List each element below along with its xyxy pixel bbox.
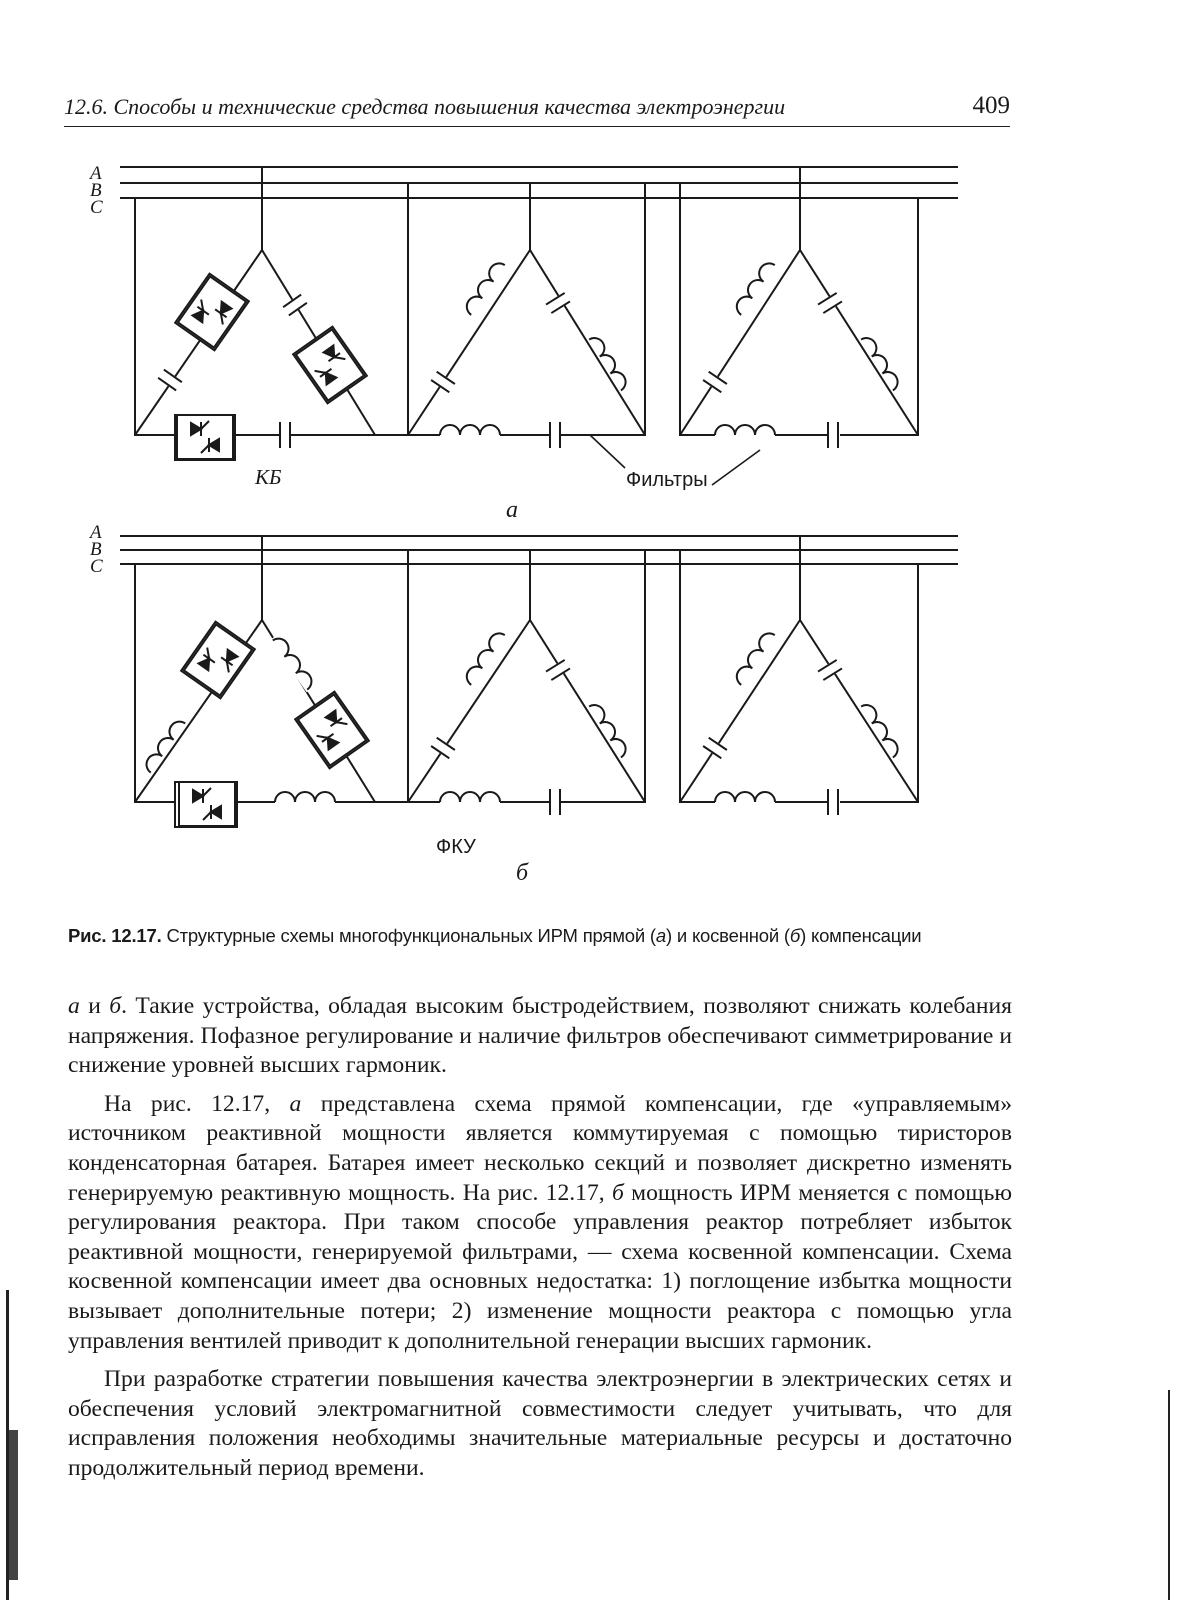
page-number: 409: [972, 92, 1010, 119]
scheme-a: [88, 163, 958, 523]
bus-label-c: C: [90, 197, 103, 218]
paragraph-2: [68, 1090, 1012, 1356]
running-header: [64, 92, 1010, 127]
p2-start: На рис. 12.17,: [104, 1090, 290, 1117]
p2-mid: представлена схема прямой компенсации, где «управляемым» источником реактивной мощности является коммутируемая с помощью тиристоров конденсаторная батарея. Батарея имеет несколько секций и позволяет дискретно изменять генерируемую реактивную мощность. На рис. 12.17,: [68, 1090, 1012, 1206]
bus-lines-a: [120, 167, 958, 198]
scheme-b: [88, 522, 958, 886]
caption-text-2: ) и косвенной (: [665, 925, 790, 946]
caption-b: б: [789, 925, 801, 946]
label-fku: ФКУ: [436, 836, 476, 858]
scan-edge-left-dark: [6, 1430, 18, 1580]
p2-end: мощность ИРМ меняется с помощью регулирования реактора. При таком способе управления реактор потребляет избыток реактивной мощности, генерируемой фильтрами, — схема косвенной компенсации. Схема косвенной компенсации имеет два основных недостатка: 1) поглощение избытка мощности вызывает дополнительные потери; 2) изменение мощности реактора с помощью угла управления вентилей приводит к дополнительной генерации высших гармоник.: [68, 1179, 1012, 1354]
figure-caption: [68, 925, 1028, 947]
scan-edge-right: [1168, 1390, 1170, 1600]
filter-unit-b1: [408, 550, 645, 815]
bus-lines-b: [120, 536, 958, 564]
bus-label-b: B: [90, 539, 102, 560]
bus-labels-b: [88, 522, 103, 577]
p1-b: б: [109, 993, 122, 1019]
bus-label-a: A: [90, 163, 102, 184]
fku-unit: [135, 536, 408, 827]
bus-label-b: B: [90, 180, 102, 201]
body-text: [68, 992, 1012, 1484]
caption-a: а: [655, 925, 666, 946]
p2-b: б: [611, 1179, 624, 1206]
p3-text: При разработке стратегии повышения качества электроэнергии в электрических сетях и обеспечения условий электромагнитной совместимости следует учитывать, что для исправления положения необходимы значительные материальные ресурсы и достаточно продолжительный период времени.: [68, 1366, 1012, 1481]
paragraph-1: [68, 992, 1012, 1081]
bus-labels-a: [88, 163, 103, 218]
sublabel-b: б: [516, 860, 529, 886]
p2-a: а: [289, 1090, 302, 1117]
paragraph-3: [68, 1365, 1012, 1483]
label-filters: Фильтры: [626, 469, 708, 491]
filters-pointer-left: [590, 435, 625, 468]
p1-mid: и: [79, 993, 110, 1019]
filters-pointer-right: [712, 450, 760, 485]
capacitor-bank-unit: [135, 167, 408, 460]
caption-number: Рис. 12.17.: [68, 925, 162, 946]
bus-label-a: A: [90, 522, 102, 543]
bus-label-c: C: [90, 556, 103, 577]
filter-unit-a1: [408, 183, 645, 448]
header-title: 12.6. Способы и технические средства повышения качества электроэнергии: [64, 94, 786, 119]
sublabel-a: а: [506, 497, 518, 523]
caption-text-1: Структурные схемы многофункциональных ИРМ прямой (: [166, 925, 656, 946]
p1-text: . Такие устройства, обладая высоким быстродействием, позволяют снижать колебания напряжения. Пофазное регулирование и наличие фильтров обеспечивают симметрирование и снижение уровней высших гармоник.: [68, 993, 1012, 1079]
filter-unit-b2: [680, 536, 918, 815]
p1-a: а: [68, 993, 80, 1019]
filter-unit-a2: [680, 167, 918, 448]
figure-12-17: [0, 150, 1186, 910]
caption-text-3: ) компенсации: [800, 925, 922, 946]
label-kb: КБ: [255, 465, 282, 489]
